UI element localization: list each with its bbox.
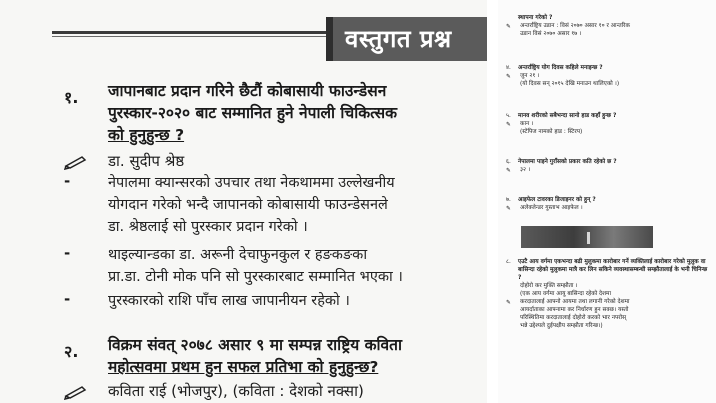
- bullet-dash: -: [64, 244, 71, 262]
- photo-image: [521, 226, 653, 248]
- question-number: ७.: [506, 197, 511, 203]
- answer-line: परिस्थितिमा करदातालाई दोहोरो करको भार नपरोस्: [520, 315, 627, 321]
- bullet-dash: -: [64, 290, 71, 308]
- header-rule-thin: [52, 36, 334, 37]
- bullet-dash: -: [64, 172, 71, 190]
- note-line: नेपालमा क्यान्सरको उपचार तथा नेकथाममा उल्लेखनीय: [108, 175, 395, 191]
- right-question-7: [506, 196, 708, 212]
- question-number: २.: [64, 342, 79, 361]
- answer-line: आयर्दाताका आफ्नामा कर निर्धारण हुन सक्छ। यस्तो: [520, 307, 629, 313]
- question-number: ८.: [506, 259, 511, 265]
- pen-answer-icon: [64, 384, 88, 400]
- question-text: मानव शरीरको सबैभन्दा सानो हाड कहाँ हुन्छ ?: [518, 113, 617, 119]
- pen-answer-icon: ✎: [506, 24, 511, 30]
- pen-answer-icon: ✎: [506, 206, 511, 212]
- right-question-8: [506, 258, 708, 330]
- question-text: आइफेल टावरका डिजाइनर को हुन् ?: [518, 197, 596, 203]
- note-line: प्रा.डा. टोनी मोक पनि सो पुरस्कारबाट सम्मानित भएका ।: [108, 269, 403, 285]
- answer-1: डा. सुदीप श्रेष्ठ: [108, 152, 185, 170]
- note-2: [108, 244, 403, 288]
- answer-line: (एक आय वर्गमा आयु बासिन्दा रहेको देशमा: [520, 291, 611, 297]
- answer-line: भन्ने उद्देश्यले दुईपक्षीय सम्झौता गरिन्छ।): [520, 323, 603, 329]
- note-line: थाइल्यान्डका डा. अरूनी देचाफुनकुल र हङकङका: [108, 247, 368, 263]
- question-line: महोत्सवमा प्रथम हुन सफल प्रतिभा को हुनुहुन्छ?: [108, 358, 379, 376]
- question-number: १.: [64, 88, 79, 107]
- note-1: [108, 172, 395, 238]
- answer-line: (स्टेपिज नामको हाड : स्टिरप): [520, 129, 583, 135]
- top-fragment: [506, 14, 708, 38]
- note-line: डा. श्रेष्ठलाई सो पुरस्कार प्रदान गरेको ।: [108, 219, 308, 235]
- right-question-4: [506, 64, 708, 88]
- question-1-text: [108, 80, 397, 146]
- question-line: को हुनुहुन्छ ?: [108, 126, 185, 144]
- question-line: जापानबाट प्रदान गरिने छैटौं कोबासायी फाउन्डेसन: [108, 82, 387, 100]
- answer-line: कान ।: [520, 121, 534, 127]
- note-line: योगदान गरेको भन्दै जापानको कोबासायी फाउन्डेसनले: [108, 197, 388, 213]
- question-text: नेपालमा पाइने गुराँसको प्रकार कति रहेको छ ?: [518, 159, 617, 165]
- pen-answer-icon: ✎: [506, 168, 511, 174]
- answer-line: दोहोरो कर मुक्ति सम्झौता ।: [520, 283, 578, 289]
- answer-line: ३२ ।: [520, 167, 531, 173]
- note-line: पुरस्कारको राशि पाँच लाख जापानीयन रहेको ।: [108, 293, 350, 309]
- fragment-line: स्थापना गरेको ?: [518, 15, 553, 21]
- fragment-line: उडान विसं २०७० असार १७ ।: [520, 31, 582, 37]
- right-question-6: [506, 158, 708, 174]
- question-number: ६.: [506, 159, 511, 165]
- question-number: ४.: [506, 65, 511, 71]
- answer-2: कविता राई (भोजपुर), (कविता : देशको नक्सा): [108, 382, 364, 400]
- answer-line: अलेक्जेन्डर गुस्ताभ आइफेल ।: [520, 205, 583, 211]
- note-3: [108, 290, 350, 312]
- answer-line: करदातालाई आफ्नो आयमा तथा लगानी गरेको देशमा: [520, 299, 630, 305]
- pen-answer-icon: ✎: [506, 300, 511, 306]
- header-rule: [52, 31, 334, 34]
- pen-answer-icon: ✎: [506, 74, 511, 80]
- right-page: [498, 0, 716, 403]
- section-title: वस्तुगत प्रश्न: [345, 25, 452, 53]
- answer-line: जुन २१ ।: [520, 73, 540, 79]
- fragment-line: अन्तर्राष्ट्रिय उडान : विसं २०७० असार १० र आन्तरिक: [520, 23, 630, 29]
- question-line: पुरस्कार-२०२० बाट सम्मानित हुने नेपाली चिकित्सक: [108, 104, 397, 122]
- answer-line: (यो दिवस सन् २०१५ देखि मनाउन थालिएको ।): [520, 81, 620, 87]
- pen-answer-icon: [64, 154, 88, 170]
- pen-answer-icon: ✎: [506, 122, 511, 128]
- question-number: ५.: [506, 113, 511, 119]
- question-2-text: [108, 334, 402, 378]
- question-line: विक्रम संवत् २०७८ असार ९ मा सम्पन्न राष्ट्रिय कविता: [108, 336, 403, 354]
- question-text: एउटै आय वर्गमा एकभन्दा बढी मुलुकमा कारोबार गर्ने व्यक्तिलाई कारोबार गरेको मुलुक वा बासिन्दा रहेको मुलुकमा मात्रै कर लिन सकिने व्यवस्थासम्बन्धी सम्झौतालाई के भनी चिनिन्छ ?: [518, 259, 708, 281]
- question-text: अन्तर्राष्ट्रिय योग दिवस कहिले मनाइन्छ ?: [518, 65, 603, 71]
- right-question-5: [506, 112, 708, 136]
